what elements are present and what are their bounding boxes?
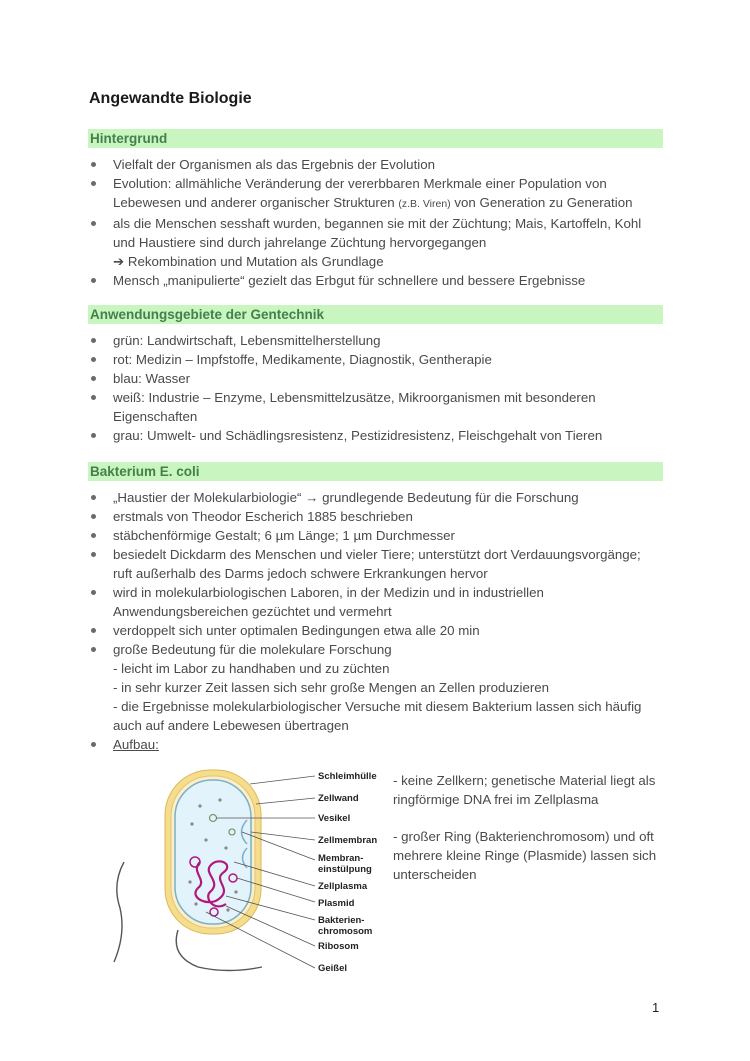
small-note: (z.B. Viren)	[398, 198, 451, 210]
label-plasmid: Plasmid	[318, 898, 355, 909]
list-item: Vielfalt der Organismen als das Ergebnis der Evolution	[88, 155, 663, 174]
label-zellplasma: Zellplasma	[318, 881, 368, 892]
label-chromosom: chromosom	[318, 926, 373, 937]
note-item: - großer Ring (Bakterienchromosom) und oft mehrere kleine Ringe (Plasmide) lassen sich unterscheiden	[393, 829, 657, 882]
arrow-conclusion: ➔ Rekombination und Mutation als Grundlage	[113, 254, 384, 269]
label-bakterien: Bakterien-	[318, 915, 365, 926]
list-item: stäbchenförmige Gestalt; 6 µm Länge; 1 µm Durchmesser	[88, 526, 663, 545]
label-zellmembran: Zellmembran	[318, 835, 378, 846]
list-item: große Bedeutung für die molekulare Forschung - leicht im Labor zu handhaben und zu züchten - in sehr kurzer Zeit lassen sich sehr große Mengen an Zellen produzieren - die Ergebnisse molekularbiologischer Versuche mit diesem Bakterium lassen sich häufig auch auf andere Lebewesen übertragen	[88, 640, 663, 735]
list-item: blau: Wasser	[88, 369, 663, 388]
list-item: wird in molekularbiologischen Laboren, in der Medizin und in industriellen Anwendungsbereichen gezüchtet und vermehrt	[88, 583, 663, 621]
list-item: weiß: Industrie – Enzyme, Lebensmittelzusätze, Mikroorganismen mit besonderen Eigenschaften	[88, 388, 663, 426]
label-geissel: Geißel	[318, 963, 348, 974]
label-vesikel: Vesikel	[318, 813, 351, 824]
research-point: - die Ergebnisse molekularbiologischer Versuche mit diesem Bakterium lassen sich häufig auch auf andere Lebewesen übertragen	[113, 699, 642, 733]
list-item: verdoppelt sich unter optimalen Bedingungen etwa alle 20 min	[88, 621, 663, 640]
list-item	[88, 735, 663, 754]
flagellum-lower	[176, 930, 262, 971]
document-title: Angewandte Biologie	[89, 90, 252, 107]
list-item: rot: Medizin – Impfstoffe, Medikamente, Diagnostik, Gentherapie	[88, 350, 663, 369]
note-item: - keine Zellkern; genetische Material liegt als ringförmige DNA frei im Zellplasma	[393, 773, 656, 807]
ecoli-cell-diagram	[110, 762, 390, 980]
bullet-list-bakterium	[88, 488, 663, 754]
page-number: 1	[652, 1000, 660, 1015]
figure-notes	[393, 771, 663, 902]
list-item: „Haustier der Molekularbiologie“ → grundlegende Bedeutung für die Forschung	[88, 488, 663, 507]
label-schleimhuelle: Schleimhülle	[318, 771, 377, 782]
section-heading-anwendungsgebiete: Anwendungsgebiete der Gentechnik	[88, 305, 663, 324]
label-zellwand: Zellwand	[318, 793, 359, 804]
section-heading-hintergrund: Hintergrund	[88, 129, 663, 148]
bullet-list-anwendungsgebiete	[88, 331, 663, 445]
aufbau-label: Aufbau:	[113, 737, 159, 752]
list-item: als die Menschen sesshaft wurden, begannen sie mit der Züchtung; Mais, Kartoffeln, Kohl und Haustiere sind durch jahrelange Züchtung hervorgegangen ➔ Rekombination und Mutation als Grundlage	[88, 214, 663, 271]
label-ribosom: Ribosom	[318, 941, 359, 952]
list-item: grün: Landwirtschaft, Lebensmittelherstellung	[88, 331, 663, 350]
flagellum-left	[114, 862, 124, 962]
list-item: Evolution: allmähliche Veränderung der vererbbaren Merkmale einer Population von Lebewesen und anderer organischer Strukturen (z.B. Viren) von Generation zu Generation	[88, 174, 663, 214]
section-heading-bakterium: Bakterium E. coli	[88, 462, 663, 481]
list-item: besiedelt Dickdarm des Menschen und vieler Tiere; unterstützt dort Verdauungsvorgänge; ruft außerhalb des Darms jedoch schwere Erkrankungen hervor	[88, 545, 663, 583]
research-point: - in sehr kurzer Zeit lassen sich sehr große Mengen an Zellen produzieren	[113, 680, 550, 695]
research-point: - leicht im Labor zu handhaben und zu züchten	[113, 661, 390, 676]
list-item: Mensch „manipulierte“ gezielt das Erbgut für schnellere und bessere Ergebnisse	[88, 271, 663, 290]
label-einstuelpung: einstülpung	[318, 864, 372, 875]
bullet-list-hintergrund	[88, 155, 663, 290]
list-item: grau: Umwelt- und Schädlingsresistenz, Pestizidresistenz, Fleischgehalt von Tieren	[88, 426, 663, 445]
label-membran: Membran-	[318, 853, 364, 864]
list-item: erstmals von Theodor Escherich 1885 beschrieben	[88, 507, 663, 526]
